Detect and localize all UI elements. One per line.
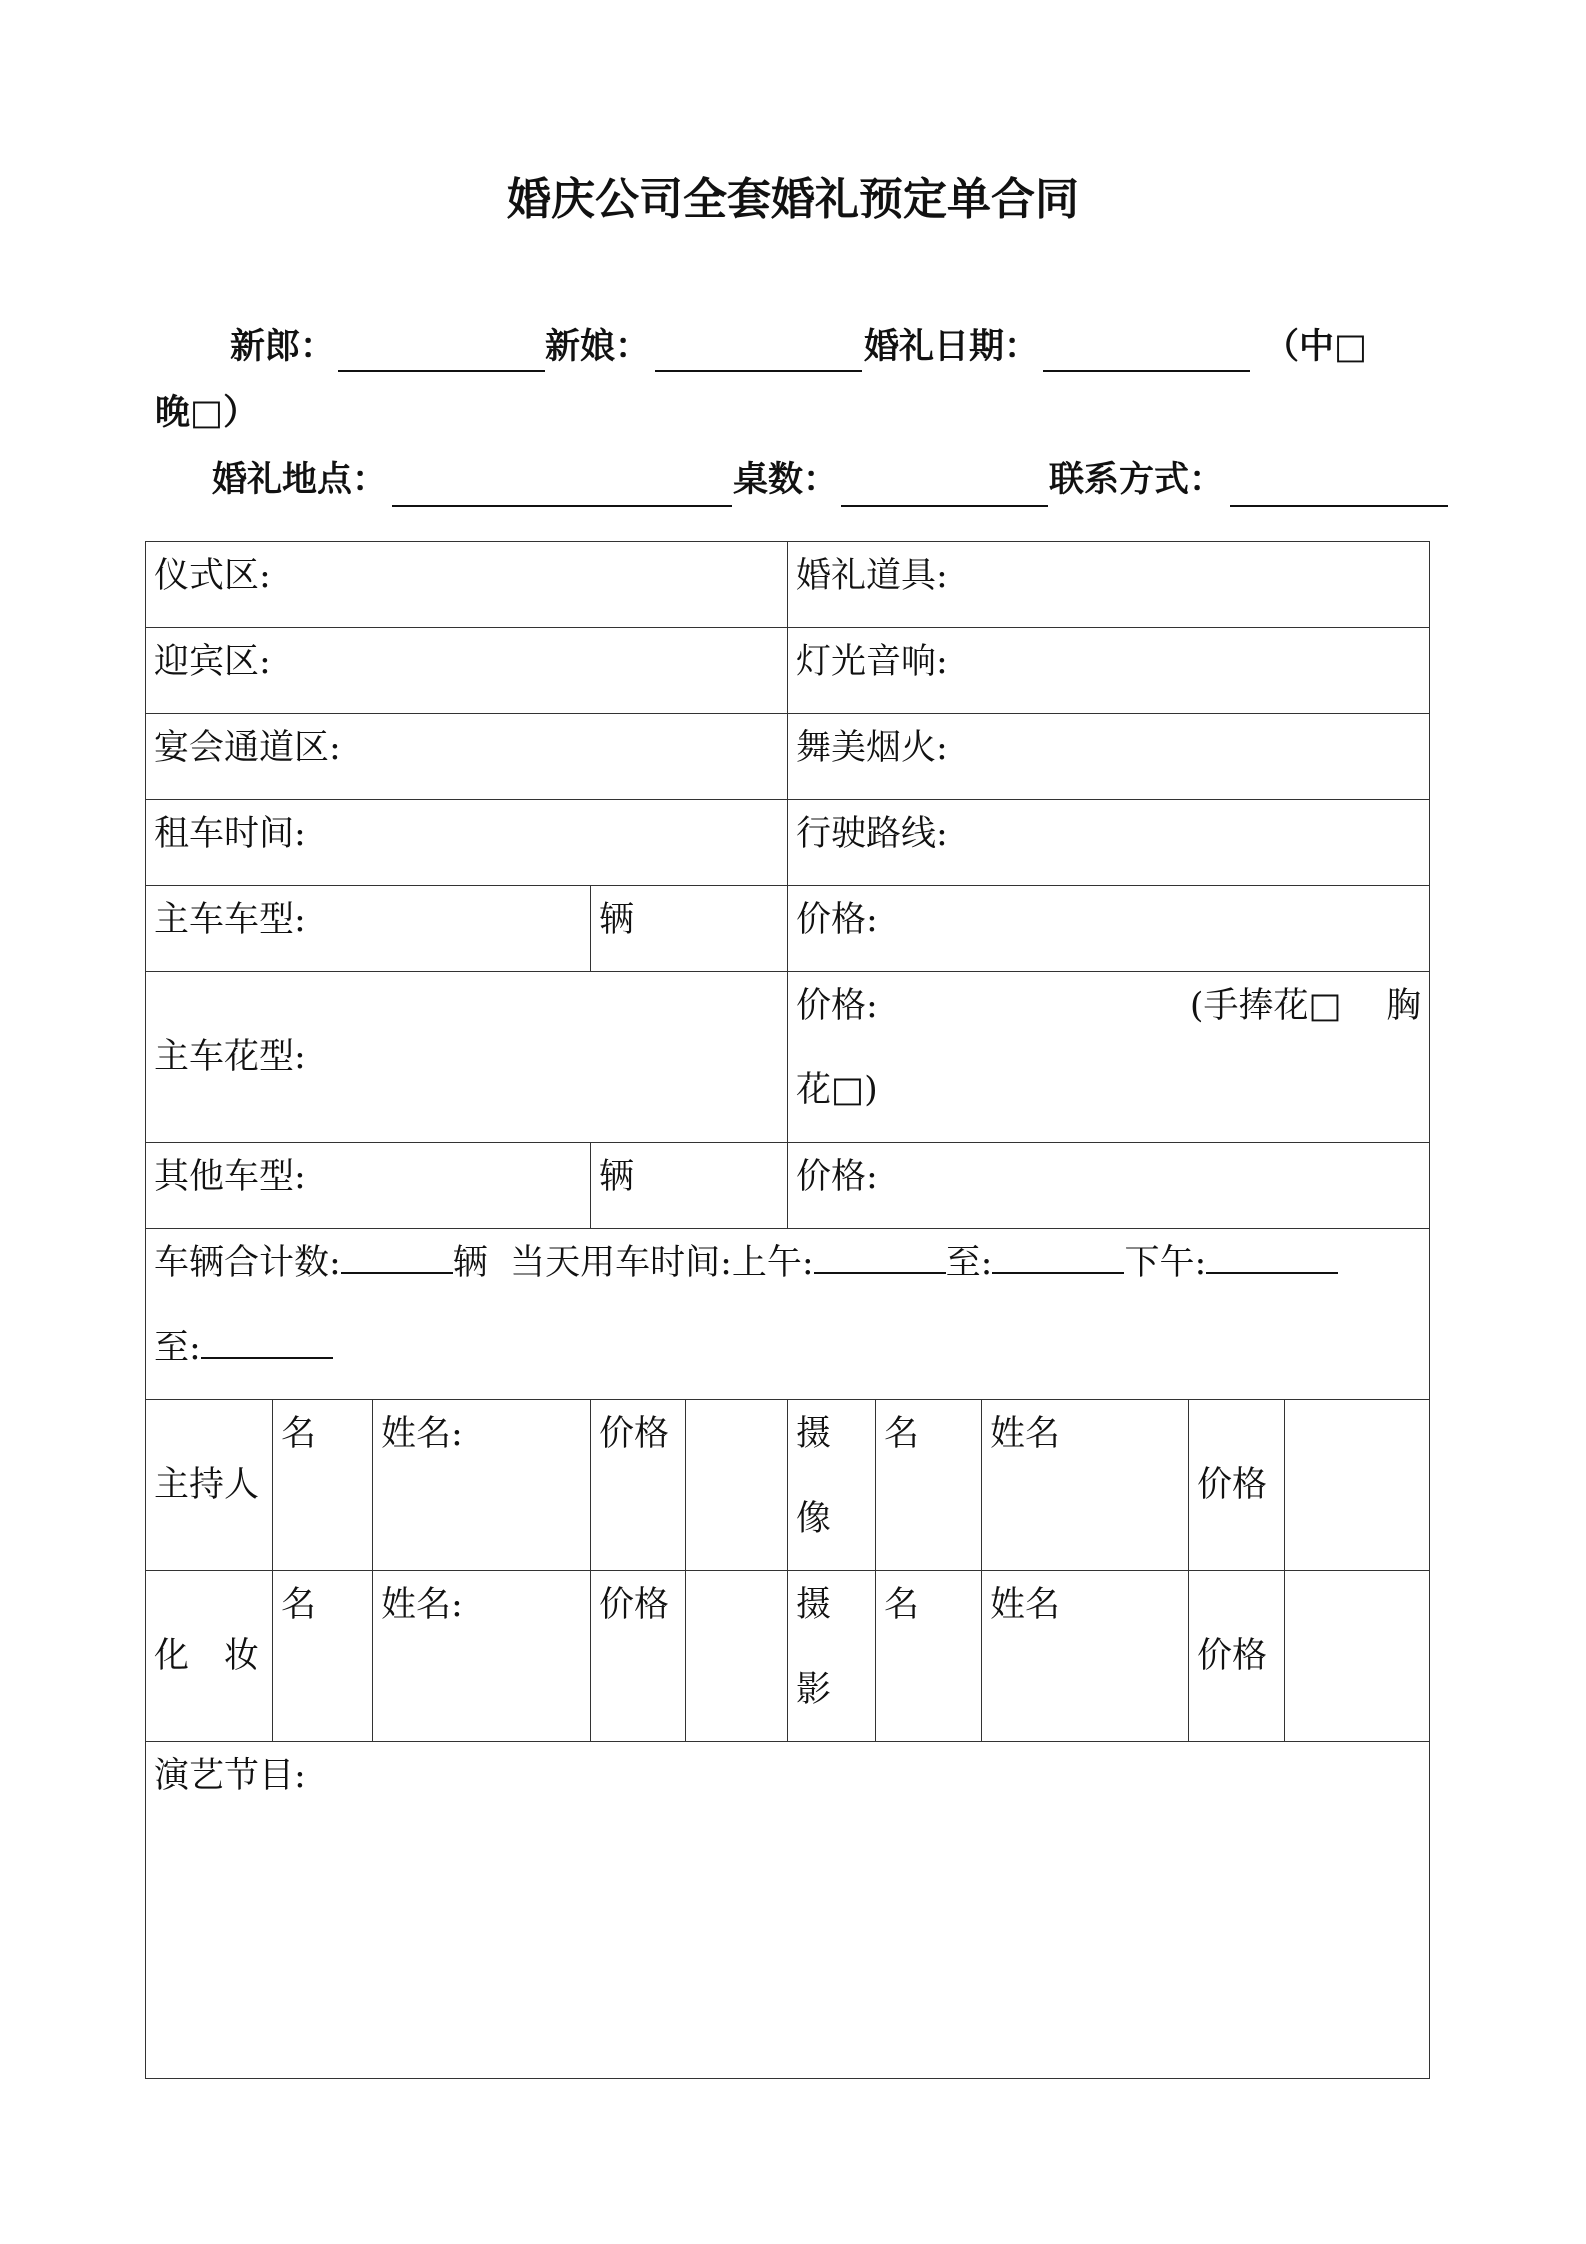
time-choice-evening[interactable]: 晚□）: [155, 393, 259, 433]
table-row: [146, 1742, 1430, 2079]
contact-field[interactable]: [1230, 505, 1448, 507]
main-car-model-cell[interactable]: 主车车型:: [146, 886, 591, 972]
route-cell[interactable]: 行驶路线:: [788, 800, 1430, 886]
welcome-area-cell[interactable]: 迎宾区:: [146, 628, 788, 714]
performance-cell[interactable]: 演艺节目:: [146, 1742, 1430, 2079]
time-choice-noon[interactable]: （中□: [1264, 327, 1368, 367]
video-price-value[interactable]: [1285, 1400, 1430, 1571]
video-label-cell: 摄 像: [788, 1400, 876, 1571]
other-car-model-cell[interactable]: 其他车型:: [146, 1143, 591, 1229]
photo-name-col: 名: [876, 1571, 982, 1742]
table-row: [146, 800, 1430, 886]
table-row: [146, 1571, 1430, 1742]
venue-label: 婚礼地点：: [212, 460, 388, 500]
table-row: [146, 714, 1430, 800]
props-cell[interactable]: 婚礼道具:: [788, 542, 1430, 628]
table-row: [146, 1143, 1430, 1229]
booking-form-table: [145, 541, 1430, 2079]
groom-field[interactable]: [338, 370, 545, 372]
car-rental-time-cell[interactable]: 租车时间:: [146, 800, 788, 886]
photo-price-label: 价格: [1189, 1571, 1285, 1742]
makeup-full-name-cell[interactable]: 姓名:: [373, 1571, 591, 1742]
stage-fireworks-cell[interactable]: 舞美烟火:: [788, 714, 1430, 800]
ceremony-area-cell[interactable]: 仪式区:: [146, 542, 788, 628]
main-car-count-cell[interactable]: 辆: [591, 886, 788, 972]
other-car-price-cell[interactable]: 价格:: [788, 1143, 1430, 1229]
banquet-aisle-cell[interactable]: 宴会通道区:: [146, 714, 788, 800]
table-row: [146, 886, 1430, 972]
car-total-field[interactable]: [341, 1240, 453, 1274]
table-row: [146, 1229, 1430, 1400]
makeup-price-value[interactable]: [686, 1571, 788, 1742]
photo-full-name-cell[interactable]: 姓名: [982, 1571, 1189, 1742]
document-title: 婚庆公司全套婚礼预定单合同: [507, 174, 1079, 225]
bride-field[interactable]: [655, 370, 862, 372]
main-car-flower-cell[interactable]: 主车花型:: [146, 972, 788, 1143]
host-price-value[interactable]: [686, 1400, 788, 1571]
bride-label: 新娘：: [545, 327, 651, 367]
host-full-name-cell[interactable]: 姓名:: [373, 1400, 591, 1571]
afternoon-end-field[interactable]: [201, 1325, 333, 1359]
host-label-cell: 主持人: [146, 1400, 273, 1571]
tables-field[interactable]: [841, 505, 1048, 507]
main-car-price-cell[interactable]: 价格:: [788, 886, 1430, 972]
venue-field[interactable]: [392, 505, 732, 507]
table-row: [146, 542, 1430, 628]
video-price-label: 价格: [1189, 1400, 1285, 1571]
photo-price-value[interactable]: [1285, 1571, 1430, 1742]
makeup-name-col: 名: [273, 1571, 373, 1742]
morning-start-field[interactable]: [814, 1240, 946, 1274]
tables-label: 桌数：: [733, 460, 839, 500]
video-name-col: 名: [876, 1400, 982, 1571]
other-car-count-cell[interactable]: 辆: [591, 1143, 788, 1229]
morning-end-field[interactable]: [992, 1240, 1124, 1274]
host-name-col: 名: [273, 1400, 373, 1571]
host-price-label: 价格: [591, 1400, 686, 1571]
flower-price-cell[interactable]: 价格: (手捧花□ 胸 花□): [788, 972, 1430, 1143]
photo-label-cell: 摄 影: [788, 1571, 876, 1742]
light-sound-cell[interactable]: 灯光音响:: [788, 628, 1430, 714]
afternoon-start-field[interactable]: [1206, 1240, 1338, 1274]
table-row: [146, 1400, 1430, 1571]
makeup-price-label: 价格: [591, 1571, 686, 1742]
table-row: [146, 628, 1430, 714]
contact-label: 联系方式：: [1049, 460, 1225, 500]
car-summary-cell: 车辆合计数: 辆 当天用车时间:上午: 至: 下午: 至:: [146, 1229, 1430, 1400]
wedding-date-label: 婚礼日期：: [864, 327, 1040, 367]
table-row: [146, 972, 1430, 1143]
makeup-label-cell: 化 妆: [146, 1571, 273, 1742]
groom-label: 新郎：: [230, 327, 336, 367]
wedding-date-field[interactable]: [1043, 370, 1250, 372]
video-full-name-cell[interactable]: 姓名: [982, 1400, 1189, 1571]
